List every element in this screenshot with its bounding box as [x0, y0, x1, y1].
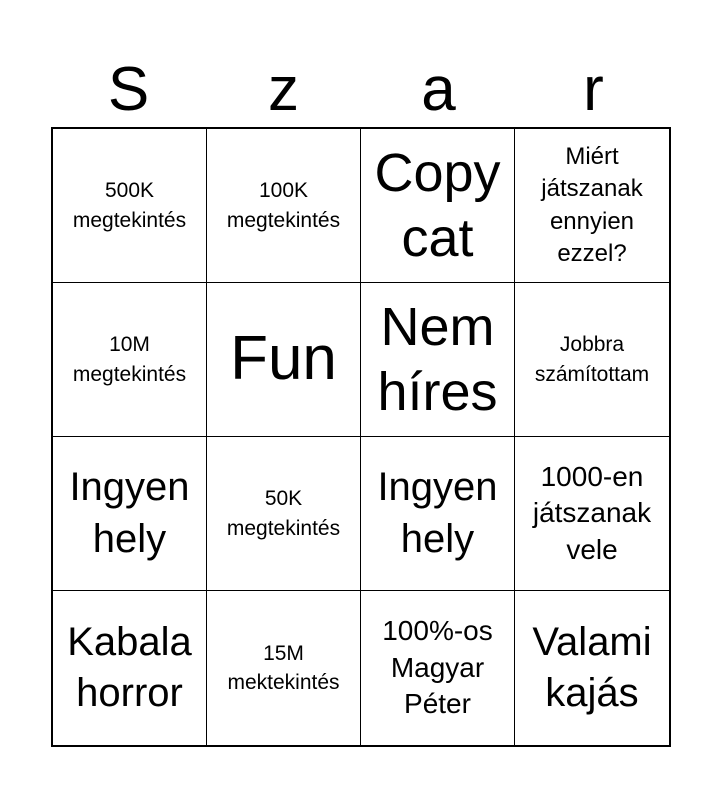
bingo-cell[interactable]: [207, 129, 361, 283]
header-letter: z: [268, 55, 299, 124]
bingo-cell[interactable]: [53, 591, 207, 745]
bingo-cell-text: 100%-os Magyar Péter: [382, 615, 493, 720]
bingo-cell[interactable]: [207, 591, 361, 745]
bingo-cell[interactable]: [53, 129, 207, 283]
bingo-cell-text: Jobbra számítottam: [534, 333, 650, 386]
bingo-cell-text: Ingyen hely: [377, 465, 498, 561]
bingo-cell[interactable]: [53, 437, 207, 591]
bingo-cell[interactable]: [515, 129, 669, 283]
bingo-cell-text: 10M megtekintés: [72, 333, 187, 386]
bingo-cell-text: 100K megtekintés: [226, 179, 341, 232]
bingo-cell[interactable]: [515, 437, 669, 591]
bingo-cell-text: 15M mektekintés: [227, 641, 340, 694]
bingo-cell-text: 500K megtekintés: [72, 179, 187, 232]
bingo-cell[interactable]: [361, 129, 515, 283]
bingo-board: [51, 127, 671, 747]
bingo-cell[interactable]: [361, 437, 515, 591]
bingo-cell-text: 50K megtekintés: [226, 487, 341, 540]
bingo-cell[interactable]: [361, 591, 515, 745]
header-letter: r: [583, 55, 604, 124]
bingo-cell-text: Fun: [230, 324, 337, 394]
bingo-cell[interactable]: [207, 283, 361, 437]
bingo-cell[interactable]: [361, 283, 515, 437]
header-letter: S: [107, 55, 150, 124]
bingo-cell-text: Copy cat: [374, 142, 501, 268]
bingo-cell[interactable]: [515, 591, 669, 745]
bingo-cell[interactable]: [515, 283, 669, 437]
bingo-cell-text: 1000-en játszanak vele: [532, 460, 652, 565]
bingo-cell-text: Miért játszanak ennyien ezzel?: [541, 142, 643, 267]
bingo-cell-text: Nem híres: [377, 296, 498, 422]
bingo-cell[interactable]: [53, 283, 207, 437]
bingo-cell-text: Ingyen hely: [69, 465, 190, 561]
bingo-header: [51, 55, 671, 125]
bingo-cell-text: Valami kajás: [532, 619, 652, 715]
bingo-cell-text: Kabala horror: [67, 619, 192, 715]
bingo-cell[interactable]: [207, 437, 361, 591]
header-letter: a: [421, 55, 456, 124]
